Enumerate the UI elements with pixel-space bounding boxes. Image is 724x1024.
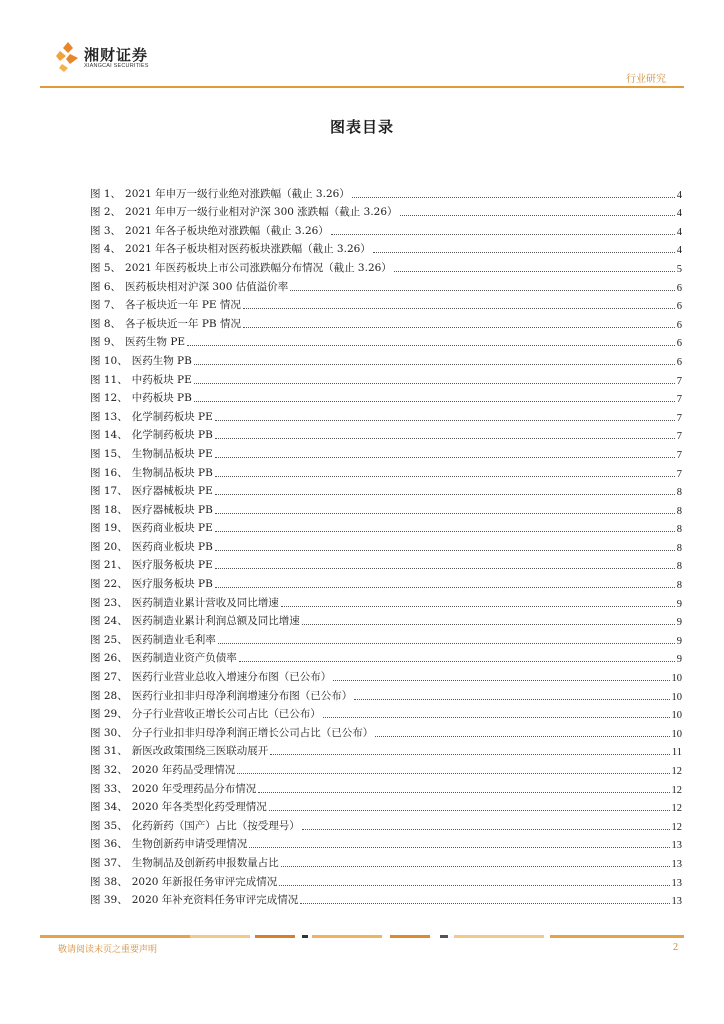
toc-dot-leader: [194, 363, 675, 365]
toc-figure-number: 图 35、: [90, 819, 128, 832]
toc-entry[interactable]: [90, 256, 682, 275]
toc-figure-title: 生物制品板块 PB: [131, 466, 213, 479]
toc-page-number: 10: [671, 710, 682, 722]
toc-figure-number: 图 39、: [90, 894, 128, 907]
toc-figure-title: 2021 年医药板块上市公司涨跌幅分布情况（截止 3.26）: [125, 261, 392, 274]
toc-figure-number: 图 22、: [90, 578, 128, 591]
toc-entry[interactable]: [90, 461, 682, 480]
toc-entry[interactable]: [90, 312, 682, 331]
toc-figure-title: 中药板块 PE: [131, 373, 192, 386]
toc-figure-number: 图 7、: [90, 299, 122, 312]
toc-dot-leader: [375, 735, 669, 737]
toc-dot-leader: [354, 698, 669, 700]
toc-figure-number: 图 19、: [90, 522, 128, 535]
toc-figure-number: 图 25、: [90, 633, 128, 646]
toc-page-number: 5: [676, 263, 682, 275]
toc-page-number: 7: [676, 412, 682, 424]
toc-entry[interactable]: [90, 777, 682, 796]
toc-entry[interactable]: [90, 349, 682, 368]
brand-name: 湘财证券: [84, 46, 149, 64]
header-divider: [40, 86, 684, 88]
toc-figure-number: 图 6、: [90, 280, 122, 293]
toc-figure-number: 图 34、: [90, 801, 128, 814]
toc-dot-leader: [333, 679, 669, 681]
toc-figure-number: 图 3、: [90, 224, 122, 237]
page-title: 图表目录: [329, 118, 394, 136]
toc-entry[interactable]: [90, 628, 682, 647]
toc-page-number: 12: [671, 766, 682, 777]
toc-figure-number: 图 31、: [90, 745, 128, 758]
toc-dot-leader: [215, 586, 675, 588]
toc-figure-number: 图 14、: [90, 429, 128, 442]
toc-entry[interactable]: [90, 182, 682, 201]
toc-figure-title: 医药板块相对沪深 300 估值溢价率: [125, 280, 289, 293]
toc-dot-leader: [394, 270, 675, 272]
toc-dot-leader: [215, 456, 675, 458]
toc-page-number: 8: [676, 487, 682, 499]
toc-page-number: 13: [671, 896, 682, 908]
toc-entry[interactable]: [90, 387, 682, 406]
toc-figure-title: 生物制品及创新药申报数量占比: [131, 856, 279, 869]
toc-page-number: 9: [676, 635, 682, 647]
toc-dot-leader: [300, 902, 669, 904]
footer-divider: [40, 935, 684, 938]
toc-dot-leader: [215, 475, 675, 477]
brand-name-english: XIANGCAI SECURITIES: [84, 63, 149, 69]
toc-figure-title: 医药制造业资产负债率: [131, 652, 237, 665]
toc-figure-number: 图 15、: [90, 447, 128, 460]
toc-page-number: 13: [671, 840, 682, 852]
toc-figure-number: 图 27、: [90, 671, 128, 684]
toc-figure-title: 各子板块近一年 PB 情况: [125, 317, 241, 330]
toc-dot-leader: [215, 493, 675, 495]
toc-figure-title: 医药制造业毛利率: [131, 633, 216, 646]
toc-dot-leader: [218, 642, 675, 644]
report-category: 行业研究: [626, 74, 666, 85]
toc-dot-leader: [215, 419, 675, 421]
toc-figure-number: 图 16、: [90, 466, 128, 479]
toc-page-number: 7: [676, 375, 682, 387]
toc-page-number: 12: [671, 784, 682, 796]
toc-page-number: 8: [676, 580, 682, 592]
toc-page-number: 12: [671, 821, 682, 833]
figure-list: [90, 182, 682, 907]
toc-figure-title: 分子行业营收正增长公司占比（已公布）: [131, 708, 321, 721]
toc-entry[interactable]: [90, 294, 682, 313]
toc-figure-title: 2021 年各子板块绝对涨跌幅（截止 3.26）: [125, 224, 329, 237]
toc-dot-leader: [352, 196, 675, 198]
toc-entry[interactable]: [90, 480, 682, 499]
toc-page-number: 10: [671, 673, 682, 685]
toc-entry[interactable]: [90, 610, 682, 629]
toc-entry[interactable]: [90, 442, 682, 461]
disclaimer-link[interactable]: 敬请阅读末页之重要声明: [58, 945, 158, 955]
toc-page-number: 10: [671, 728, 682, 740]
toc-entry[interactable]: [90, 424, 682, 443]
toc-dot-leader: [239, 660, 675, 662]
toc-figure-number: 图 11、: [90, 373, 128, 386]
toc-entry[interactable]: [90, 889, 682, 908]
toc-page-number: 12: [671, 803, 682, 815]
toc-dot-leader: [400, 214, 675, 216]
toc-dot-leader: [331, 233, 675, 235]
page-number: 2: [673, 942, 678, 953]
toc-page-number: 6: [676, 282, 682, 294]
toc-figure-title: 医疗服务板块 PB: [131, 578, 213, 591]
toc-entry[interactable]: [90, 517, 682, 536]
toc-figure-number: 图 26、: [90, 652, 128, 665]
toc-figure-title: 分子行业扣非归母净利润正增长公司占比（已公布）: [131, 726, 374, 739]
toc-figure-title: 医药生物 PE: [125, 336, 186, 349]
toc-entry[interactable]: [90, 684, 682, 703]
toc-dot-leader: [249, 846, 669, 848]
toc-figure-number: 图 20、: [90, 540, 128, 553]
toc-page-number: 4: [676, 245, 682, 257]
toc-dot-leader: [215, 567, 675, 569]
toc-page-number: 8: [676, 524, 682, 536]
toc-figure-number: 图 24、: [90, 615, 128, 628]
toc-dot-leader: [194, 400, 675, 402]
toc-dot-leader: [243, 307, 675, 309]
toc-dot-leader: [243, 326, 675, 328]
toc-figure-title: 中药板块 PB: [131, 392, 192, 405]
toc-figure-number: 图 37、: [90, 856, 128, 869]
toc-figure-title: 医药商业板块 PB: [131, 540, 213, 553]
toc-page-number: 6: [676, 301, 682, 313]
toc-entry[interactable]: [90, 703, 682, 722]
toc-figure-title: 新医改政策围绕三医联动展开: [131, 745, 269, 758]
toc-entry[interactable]: [90, 833, 682, 852]
toc-dot-leader: [237, 772, 669, 774]
toc-entry[interactable]: [90, 201, 682, 220]
toc-dot-leader: [302, 828, 670, 830]
toc-page-number: 8: [676, 542, 682, 554]
toc-page-number: 7: [676, 449, 682, 461]
toc-page-number: 13: [671, 858, 682, 870]
toc-dot-leader: [279, 884, 669, 886]
toc-page-number: 8: [676, 561, 682, 573]
toc-figure-number: 图 18、: [90, 503, 128, 516]
toc-figure-number: 图 4、: [90, 243, 122, 256]
toc-dot-leader: [269, 809, 670, 811]
toc-figure-title: 2020 年受理药品分布情况: [131, 782, 257, 795]
toc-figure-title: 2020 年药品受理情况: [131, 764, 236, 776]
toc-dot-leader: [215, 549, 675, 551]
toc-page-number: 6: [676, 338, 682, 350]
toc-entry[interactable]: [90, 665, 682, 684]
toc-entry[interactable]: [90, 721, 682, 740]
toc-figure-number: 图 33、: [90, 782, 128, 795]
toc-figure-title: 生物创新药申请受理情况: [131, 838, 248, 851]
toc-dot-leader: [258, 791, 669, 793]
toc-dot-leader: [290, 289, 675, 291]
toc-dot-leader: [373, 251, 675, 253]
toc-page-number: 9: [676, 598, 682, 610]
toc-figure-title: 医药行业扣非归母净利润增速分布图（已公布）: [131, 689, 353, 702]
toc-figure-number: 图 12、: [90, 392, 128, 405]
toc-page-number: 11: [671, 747, 682, 759]
toc-figure-title: 医疗器械板块 PE: [131, 485, 213, 498]
toc-entry[interactable]: [90, 591, 682, 610]
toc-page-number: 4: [676, 189, 682, 201]
toc-figure-title: 2021 年各子板块相对医药板块涨跌幅（截止 3.26）: [125, 243, 371, 256]
toc-figure-title: 医药商业板块 PE: [131, 522, 213, 535]
toc-figure-title: 生物制品板块 PE: [131, 447, 213, 460]
toc-figure-number: 图 30、: [90, 726, 128, 739]
toc-figure-title: 医疗器械板块 PB: [131, 503, 213, 516]
toc-entry[interactable]: [90, 814, 682, 833]
toc-figure-title: 医药生物 PB: [131, 354, 192, 367]
toc-figure-number: 图 9、: [90, 336, 122, 349]
toc-figure-number: 图 5、: [90, 261, 122, 274]
toc-figure-title: 医药制造业累计利润总额及同比增速: [131, 615, 300, 628]
toc-page-number: 9: [676, 654, 682, 666]
toc-figure-number: 图 10、: [90, 354, 128, 367]
toc-page-number: 6: [676, 356, 682, 368]
toc-entry[interactable]: [90, 740, 682, 759]
toc-page-number: 8: [676, 505, 682, 517]
toc-dot-leader: [215, 512, 675, 514]
toc-figure-title: 2021 年申万一级行业相对沪深 300 涨跌幅（截止 3.26）: [125, 206, 398, 219]
toc-figure-number: 图 28、: [90, 689, 128, 702]
toc-figure-number: 图 36、: [90, 838, 128, 851]
toc-page-number: 10: [671, 691, 682, 703]
toc-dot-leader: [281, 865, 670, 867]
toc-entry[interactable]: [90, 238, 682, 257]
toc-figure-title: 化学制药板块 PB: [131, 429, 213, 442]
toc-dot-leader: [281, 605, 675, 607]
toc-entry[interactable]: [90, 870, 682, 889]
toc-figure-title: 医药行业营业总收入增速分布图（已公布）: [131, 671, 332, 684]
toc-entry[interactable]: [90, 535, 682, 554]
toc-figure-number: 图 17、: [90, 485, 128, 498]
toc-figure-title: 化学制药板块 PE: [131, 410, 213, 423]
company-logo-icon: [56, 42, 80, 72]
toc-dot-leader: [302, 623, 675, 625]
toc-entry[interactable]: [90, 275, 682, 294]
toc-entry[interactable]: [90, 219, 682, 238]
toc-page-number: 7: [676, 468, 682, 480]
toc-figure-number: 图 2、: [90, 206, 122, 219]
toc-figure-title: 2020 年各类型化药受理情况: [131, 801, 267, 814]
toc-dot-leader: [323, 716, 670, 718]
toc-page-number: 7: [676, 431, 682, 443]
toc-figure-title: 2020 年补充资料任务审评完成情况: [131, 894, 299, 907]
toc-page-number: 13: [671, 877, 682, 889]
toc-entry[interactable]: [90, 554, 682, 573]
toc-figure-title: 2020 年新报任务审评完成情况: [131, 875, 278, 888]
toc-entry[interactable]: [90, 647, 682, 666]
toc-entry[interactable]: [90, 796, 682, 815]
toc-figure-number: 图 29、: [90, 708, 128, 721]
toc-page-number: 4: [676, 208, 682, 220]
toc-figure-title: 各子板块近一年 PE 情况: [125, 299, 241, 312]
toc-figure-number: 图 38、: [90, 875, 128, 888]
toc-figure-number: 图 8、: [90, 317, 122, 330]
toc-figure-number: 图 13、: [90, 410, 128, 423]
toc-dot-leader: [187, 344, 675, 346]
toc-figure-number: 图 32、: [90, 764, 128, 776]
toc-figure-title: 医疗服务板块 PE: [131, 559, 213, 572]
toc-figure-title: 医药制造业累计营收及同比增速: [131, 596, 279, 609]
toc-figure-number: 图 1、: [90, 187, 122, 200]
toc-dot-leader: [215, 530, 675, 532]
toc-figure-title: 2021 年申万一级行业绝对涨跌幅（截止 3.26）: [125, 187, 350, 200]
toc-entry[interactable]: [90, 368, 682, 387]
toc-entry[interactable]: [90, 405, 682, 424]
toc-figure-title: 化药新药（国产）占比（按受理号）: [131, 819, 300, 832]
toc-page-number: 9: [676, 617, 682, 629]
toc-dot-leader: [215, 437, 675, 439]
toc-page-number: 6: [676, 319, 682, 331]
toc-dot-leader: [270, 753, 670, 755]
toc-figure-number: 图 23、: [90, 596, 128, 609]
toc-page-number: 4: [676, 226, 682, 238]
toc-entry[interactable]: [90, 851, 682, 870]
toc-entry[interactable]: [90, 331, 682, 350]
toc-entry[interactable]: [90, 758, 682, 777]
toc-page-number: 7: [676, 394, 682, 406]
toc-entry[interactable]: [90, 572, 682, 591]
toc-entry[interactable]: [90, 498, 682, 517]
toc-figure-number: 图 21、: [90, 559, 128, 572]
toc-dot-leader: [194, 382, 675, 384]
